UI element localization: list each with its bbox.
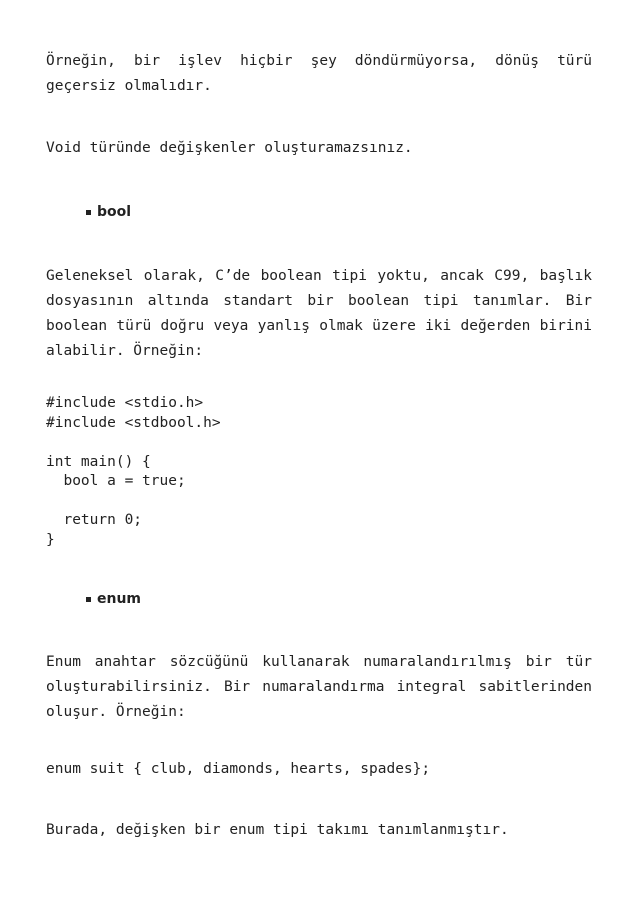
code-block-bool	[46, 394, 592, 550]
bullet-enum	[86, 587, 141, 611]
bullet-enum-label: enum	[97, 591, 142, 607]
bullet-square-icon	[86, 597, 91, 602]
code-line: #include <stdbool.h>	[46, 414, 221, 431]
paragraph-enum-note: Burada, değişken bir enum tipi takımı tanımlanmıştır.	[46, 822, 509, 838]
code-block-enum	[46, 760, 592, 780]
code-line: return 0;	[46, 512, 143, 528]
code-line: enum suit { club, diamonds, hearts, spades};	[46, 761, 431, 777]
code-line	[46, 433, 592, 453]
code-line	[46, 492, 592, 512]
bullet-bool	[86, 200, 131, 224]
paragraph-void-vars: Void türünde değişkenler oluşturamazsınız.	[46, 140, 413, 156]
bullet-bool-label: bool	[97, 204, 132, 220]
paragraph-enum-description: Enum anahtar sözcüğünü kullanarak numaralandırılmış bir tür oluşturabilirsiniz. Bir numaralandırma integral sabitlerinden oluşur. Örneğin:	[46, 654, 592, 720]
paragraph-bool-description: Geleneksel olarak, C’de boolean tipi yoktu, ancak C99, başlık dosyasının altında standart bir boolean tipi tanımlar. Bir boolean türü doğru veya yanlış olmak üzere iki değerden birini alabilir. Örneğin:	[46, 268, 592, 359]
code-line: bool a = true;	[46, 473, 186, 489]
code-line: }	[46, 531, 55, 548]
code-line: #include <stdio.h>	[46, 395, 204, 411]
code-line: int main() {	[46, 453, 151, 470]
bullet-square-icon	[86, 210, 91, 215]
paragraph-void-return: Örneğin, bir işlev hiçbir şey döndürmüyorsa, dönüş türü geçersiz olmalıdır.	[46, 53, 592, 94]
